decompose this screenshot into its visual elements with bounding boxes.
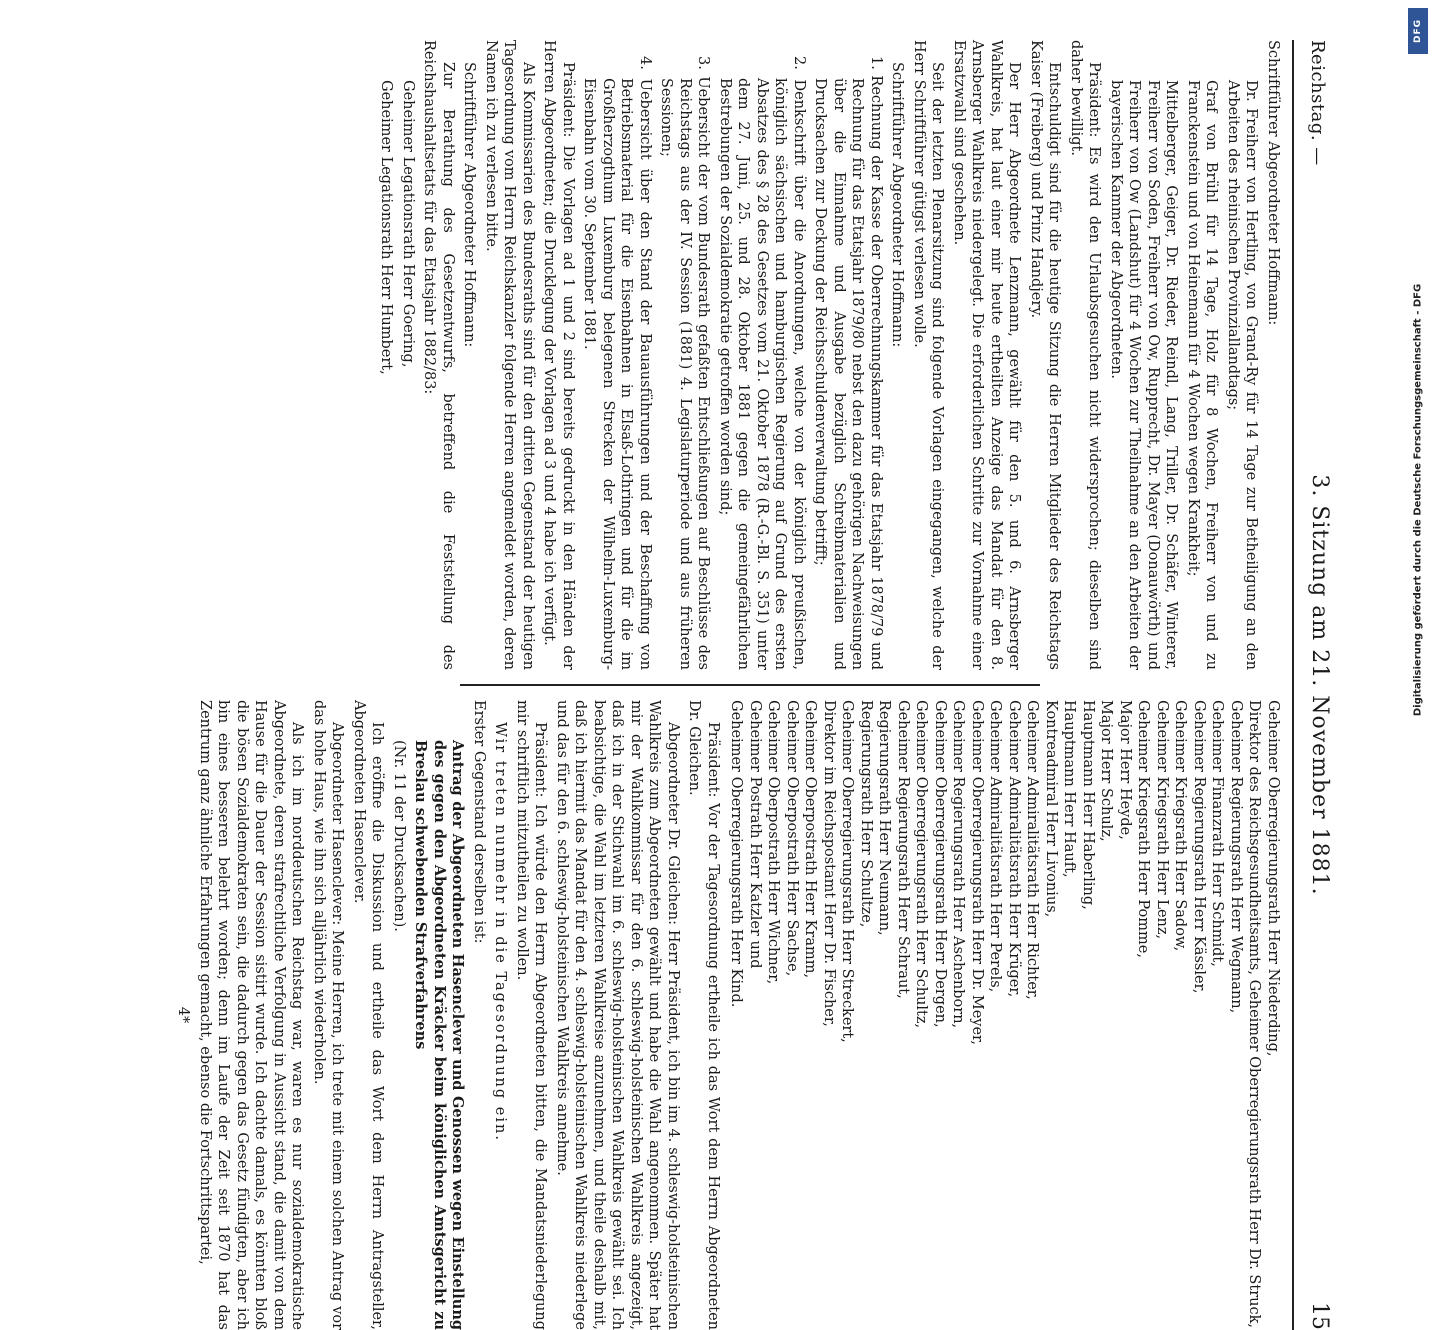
paragraph: Wir treten nunmehr in die Tagesordnung ein. xyxy=(492,722,509,1142)
list-item: 3. Uebersicht der vom Bundesrath gefaßten Entschließungen auf Beschlüsse des Reichstags aus der IV. Session (1881) 4. Legislaturperiode und aus früheren Sessionen; xyxy=(658,56,712,670)
paragraph: Abgeordneter Dr. Gleichen: Herr Präsident, ich bin im 4. schleswig-holsteinischen Wahlkreis zum Abgeordneten gewählt und habe die Wahl angenommen. Später hat mir der Wahlkommissar für den 6. schleswig-holsteinischen Wahlkreis angezeigt, daß ich in der Stichwahl im 6. schleswig-holsteinischen Wahlkreis gewählt sei. Ich beabsichtige, die Wahl im letzteren Wahlkreise anzunehmen, und theile deshalb mit, daß ich hiermit das Mandat für den 4. schleswig-holsteinischen Wahlkreis niederlege und das für den 6. schleswig-holsteinischen Wahlkreis annehme. xyxy=(554,700,681,1330)
paragraph: Abgeordneter Hasenclever: Meine Herren, ich trete mit einem solchen Antrag vor das hohe Haus, wie ihn sich alljährlich wiederholen. xyxy=(311,700,346,1330)
list-item: Geheimer Oberregierungsrath Herr Streckert, xyxy=(839,700,856,1043)
dfg-logo xyxy=(1408,8,1428,54)
paragraph: Präsident: Es wird den Urlaubsgesuchen nicht widersprochen; dieselben sind daher bewilligt. xyxy=(1068,40,1103,670)
list-item: Geheimer Kriegsrath Herr Pomme, xyxy=(1135,700,1152,958)
paragraph: Ich eröffne die Diskussion und ertheile das Wort dem Herrn Antragsteller, Abgeordneten Hasenclever. xyxy=(351,700,386,1330)
list-item: Geheimer Oberregierungsrath Herr Niederding, xyxy=(1265,700,1281,1057)
paragraph: Seit der letzten Plenarsitzung sind folgende Vorlagen eingegangen, welche der Herr Schriftführer gütigst verlesen wolle. xyxy=(911,40,946,670)
list-item: Geheimer Postrath Herr Katzler und xyxy=(747,700,763,969)
header-title: 3. Sitzung am 21. November 1881. xyxy=(1307,474,1332,896)
list-item: Geheimer Admiralitätsrath Herr Richter, xyxy=(1024,700,1041,1000)
list-item: 2. Denkschrift über die Anordnungen, welche von der königlich preußischen, königlich sächsischen und hamburgischen Regierung auf Grund des ersten Absatzes des § 28 des Gesetzes vom 21. Oktober 1878 (R.-G.-Bl. S. 351) unter dem 27. Juni, 25. und 28. Oktober 1881 gegen die gemeingefährlichen Bestrebungen der Sozialdemokratie getroffen worden sind; xyxy=(717,56,807,670)
column-divider xyxy=(460,684,1040,686)
page-number: 15 xyxy=(1307,1302,1332,1330)
list-item: 4. Uebersicht über den Stand der Bauausführungen und der Beschaffung von Betriebsmaterial für die Eisenbahnen in Elsaß-Lothringen und für die im Großherzogthum Luxemburg belegenen Strecken der Wilhelm-Luxemburg-Eisenbahn vom 30. September 1881. xyxy=(581,56,653,670)
paragraph: Zur Berathung des Gesetzentwurfs, betreffend die Feststellung des Reichshaushaltsetats für das Etatsjahr 1882/83: xyxy=(421,40,456,670)
list-item: Geheimer Admiralitätsrath Herr Krüger, xyxy=(1006,700,1022,998)
paragraph: Mittelberger, Geiger, Dr. Rieder, Reindl, Lang, Triller, Dr. Schäfer, Winterer, Freiherr von Soden, Freiherr von Ow, Rupprecht, Dr. Mayer (Donauwörth) und Freiherr von Ow (Landshut) für 4 Wochen zur Theilnahme an den Arbeiten der bayerischen Kammer der Abgeordneten. xyxy=(1108,80,1180,670)
paragraph: Graf von Brühl für 14 Tage, Holz für 8 Wochen, Freiherr von und zu Franckenstein und von Heinemann für 4 Wochen wegen Krankheit; xyxy=(1185,80,1220,670)
list-item: Major Herr Heyde, xyxy=(1117,700,1133,840)
list-item: Geheimer Oberpostrath Herr Wichner, xyxy=(765,700,782,985)
paragraph: Erster Gegenstand derselben ist: xyxy=(471,700,487,944)
paragraph: Der Herr Abgeordnete Lenzmann, gewählt für den 5. und 6. Arnsberger Wahlkreis, hat laut einer mir heute ertheilten Anzeige das Mandat für den 8. Arnsberger Wahlkreis niedergelegt. Die erforderlichen Schritte zur Vornahme einer Ersatzwahl sind geschehen. xyxy=(951,40,1023,670)
list-item: Hauptmann Herr Hauft, xyxy=(1061,700,1078,878)
list-item: Geheimer Regierungsrath Herr Aschenborn, xyxy=(950,700,967,1029)
paragraph: Schriftführer Abgeordneter Hoffmann: xyxy=(461,62,478,348)
list-item: Geheimer Oberregierungsrath Herr Dr. Meyer, xyxy=(969,700,985,1045)
list-item: Geheimer Kriegsrath Herr Lenz, xyxy=(1154,700,1170,940)
digitization-credit xyxy=(1410,120,1426,880)
paragraph: Präsident: Ich würde den Herrn Abgeordneten bitten, die Mandatsniederlegung mir schriftlich mitzutheilen zu wollen. xyxy=(514,700,549,1330)
dfg-logo-text: DFG xyxy=(1413,18,1423,44)
list-item: Geheimer Oberregierungsrath Herr Kind. xyxy=(728,700,745,1008)
paragraph: Schriftführer Abgeordneter Hoffmann: xyxy=(1265,40,1281,326)
list-item: Hauptmann Herr Haberling, xyxy=(1080,700,1096,910)
list-item: Geheimer Oberpostrath Herr Sachse, xyxy=(784,700,800,977)
paragraph: Dr. Freiherr von Hertling, von Grand-Ry für 14 Tage zur Betheiligung an den Arbeiten des rheinischen Provinziallandtags; xyxy=(1225,80,1260,670)
list-item: Geheimer Oberregierungsrath Herr Schultz, xyxy=(913,700,930,1029)
list-item: Geheimer Kriegsrath Herr Sadow, xyxy=(1172,700,1189,952)
paragraph: Entschuldigt sind für die heutige Sitzung die Herren Mitglieder des Reichstags Kaiser (Freiberg) und Prinz Handjery. xyxy=(1028,40,1063,670)
list-item: Direktor im Reichspostamt Herr Dr. Fischer, xyxy=(821,700,837,1027)
list-item: Geheimer Regierungsrath Herr Schraut, xyxy=(895,700,911,999)
paragraph: Als ich im norddeutschen Reichstag war, waren es nur sozialdemokratische Abgeordnete, deren strafrechtliche Verfolgung in Aussicht stand, die damit von dem Hause für die Dauer der Session sistirt wurde. Ich dachte damals, es könnten bloß die bösen Sozialdemokraten sein, die dadurch gegen das Gesetz fündigten, aber ich bin eines besseren belehrt worden; denn im Laufe der Zeit seit 1870 hat das Zentrum ganz ähnliche Erfahrungen gemacht, ebenso die Fortschrittspartei, xyxy=(197,700,306,1330)
paragraph: Als Kommissarien des Bundesraths sind für den dritten Gegenstand der heutigen Tagesordnung vom Herrn Reichskanzler folgende Herren angemeldet worden, deren Namen ich zu verlesen bitte. xyxy=(483,40,536,670)
list-item: Geheimer Admiralitätsrath Herr Perels, xyxy=(987,700,1004,993)
paragraph: Schriftführer Abgeordneter Hoffmann: xyxy=(889,62,906,348)
paragraph: Präsident: Die Vorlagen ad 1 und 2 sind bereits gedruckt in den Händen der Herren Abgeordneten; die Drucklegung der Vorlagen ad 3 und 4 habe ich verfügt. xyxy=(541,40,576,670)
right-column xyxy=(175,700,1282,1330)
list-item: Geheimer Oberpostrath Herr Kramm, xyxy=(802,700,819,979)
commissioner-list xyxy=(727,700,1282,1330)
signature-mark: 4* xyxy=(175,1006,192,1024)
list-item: Geheimer Oberregierungsrath Herr Dergen, xyxy=(932,700,948,1028)
list-item: Kontreadmiral Herr Livonius, xyxy=(1043,700,1059,918)
list-item: Geheimer Regierungsrath Herr Wegmann, xyxy=(1228,700,1244,1014)
agenda-item-ref: (Nr. 11 der Drucksachen). xyxy=(391,740,407,932)
header-left: Reichstag. — xyxy=(1307,40,1328,166)
page-header xyxy=(1298,40,1338,1330)
agenda-item-title: Antrag der Abgeordneten Hasenclever und Genossen wegen Einstellung des gegen den Abgeordneten Kräcker beim königlichen Amtsgericht zu Breslau schwebenden Strafverfahrens xyxy=(412,740,467,1330)
left-column xyxy=(378,40,1282,670)
list-item: Major Herr Schulz, xyxy=(1098,700,1115,842)
list-item: Geheimer Regierungsrath Herr Kässler, xyxy=(1191,700,1207,994)
list-item: Direktor des Reichsgesundheitsamts, Geheimer Oberregierungsrath Herr Dr. Struck, xyxy=(1246,700,1263,1328)
paragraph: Geheimer Legationsrath Herr Humbert, xyxy=(378,80,395,375)
paragraph: Präsident: Vor der Tagesordnung ertheile ich das Wort dem Herrn Abgeordneten Dr. Gleichen. xyxy=(686,700,721,1330)
list-item: Geheimer Finanzrath Herr Schmidt, xyxy=(1209,700,1226,967)
paragraph: Geheimer Legationsrath Herr Goering, xyxy=(400,80,416,368)
credit-text: Digitalisierung gefördert durch die Deutsche Forschungsgemeinschaft - DFG xyxy=(1412,283,1424,717)
list-item: 1. Rechnung der Kasse der Oberrechnungskammer für das Etatsjahr 1878/79 und Rechnung für das Etatsjahr 1879/80 nebst den dazu gehörigen Nachweisungen über die Einnahme und Ausgabe bezüglich Schreibmaterialien und Drucksachen zur Deckung der Reichsschuldenverwaltung betrifft; xyxy=(812,56,884,670)
list-item: Regierungsrath Herr Neumann, xyxy=(876,700,893,936)
header-rule xyxy=(1292,40,1294,1330)
list-item: Regierungsrath Herr Schultze, xyxy=(858,700,874,928)
